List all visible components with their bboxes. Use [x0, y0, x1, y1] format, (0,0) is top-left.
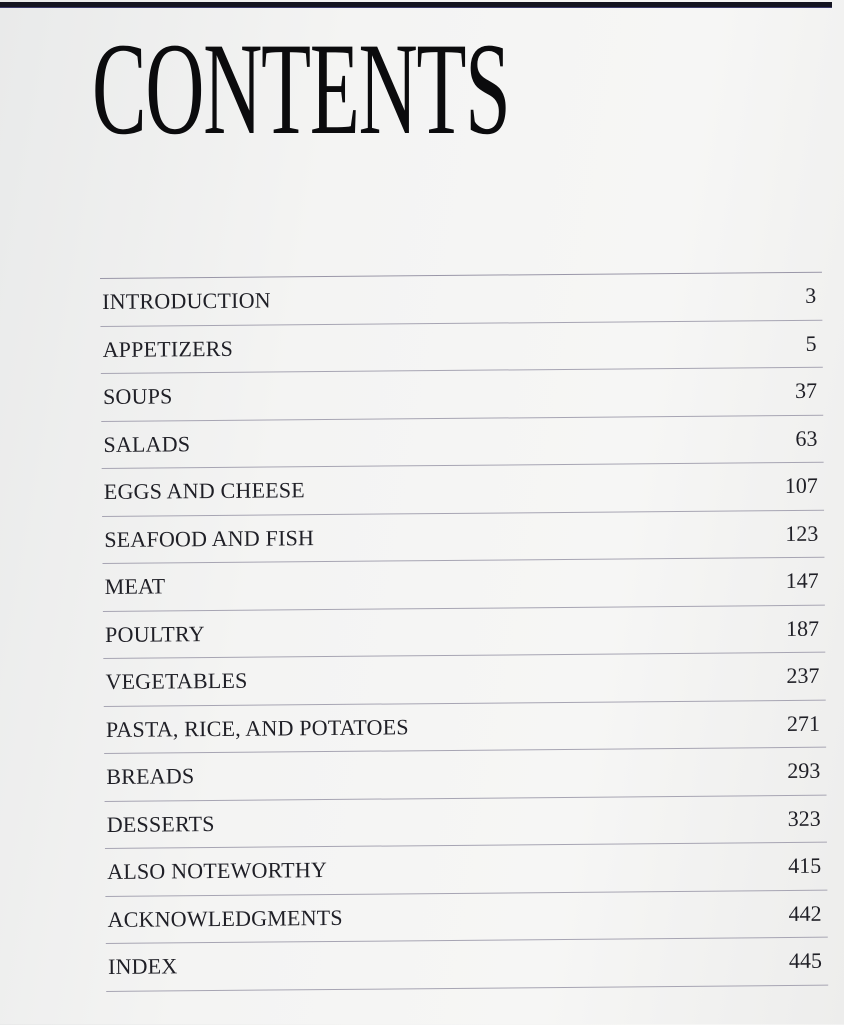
toc-entry-label: PASTA, RICE, AND POTATOES — [105, 714, 409, 742]
toc-entry-page: 107 — [784, 472, 818, 499]
toc-entry[interactable] — [102, 510, 824, 564]
toc-entry-label: MEAT — [104, 573, 166, 600]
toc-entry[interactable] — [103, 653, 825, 707]
toc-entry[interactable] — [102, 558, 824, 612]
toc-entry[interactable] — [104, 748, 826, 802]
toc-list — [100, 273, 828, 992]
toc-entry-label: ACKNOWLEDGMENTS — [107, 904, 343, 932]
toc-entry-label: DESSERTS — [106, 810, 215, 837]
toc-entry-page: 63 — [795, 425, 818, 451]
toc-entry-page: 5 — [805, 330, 817, 356]
toc-entry[interactable] — [106, 938, 828, 992]
toc-entry-page: 293 — [787, 757, 821, 784]
toc-entry-page: 442 — [788, 900, 822, 926]
toc-entry[interactable] — [101, 368, 823, 422]
toc-entry[interactable] — [105, 795, 827, 849]
toc-entry-label: INDEX — [107, 953, 178, 980]
toc-entry-page: 415 — [788, 852, 822, 879]
toc-entry-label: VEGETABLES — [105, 667, 248, 695]
toc-entry-label: APPETIZERS — [102, 335, 234, 362]
toc-entry-label: ALSO NOTEWORTHY — [107, 857, 328, 885]
toc-entry[interactable] — [100, 320, 822, 374]
toc-entry[interactable] — [100, 273, 822, 327]
toc-entry-page: 147 — [785, 567, 819, 594]
toc-entry-label: BREADS — [106, 763, 195, 790]
toc-entry-page: 323 — [787, 805, 821, 831]
toc-entry-label: SALADS — [103, 430, 191, 457]
toc-entry[interactable] — [103, 605, 825, 659]
toc-entry-label: INTRODUCTION — [102, 287, 271, 315]
toc-entry-page: 187 — [785, 615, 820, 641]
toc-entry-label: EGGS AND CHEESE — [103, 477, 305, 505]
toc-entry-page: 445 — [788, 947, 823, 974]
page-title: CONTENTS — [92, 15, 510, 162]
toc-entry[interactable] — [102, 463, 824, 517]
toc-entry-page: 3 — [805, 283, 817, 309]
toc-entry[interactable] — [101, 415, 823, 469]
toc-entry-label: POULTRY — [104, 620, 205, 647]
toc-entry-page: 271 — [786, 710, 821, 736]
toc-entry-page: 37 — [794, 377, 818, 404]
toc-entry-label: SEAFOOD AND FISH — [104, 524, 315, 552]
toc-entry-label: SOUPS — [102, 383, 173, 410]
toc-entry-page: 123 — [785, 520, 819, 546]
toc-entry-page: 237 — [786, 662, 820, 689]
toc-entry[interactable] — [105, 843, 827, 897]
toc-entry[interactable] — [104, 700, 826, 754]
toc-entry[interactable] — [105, 890, 827, 944]
